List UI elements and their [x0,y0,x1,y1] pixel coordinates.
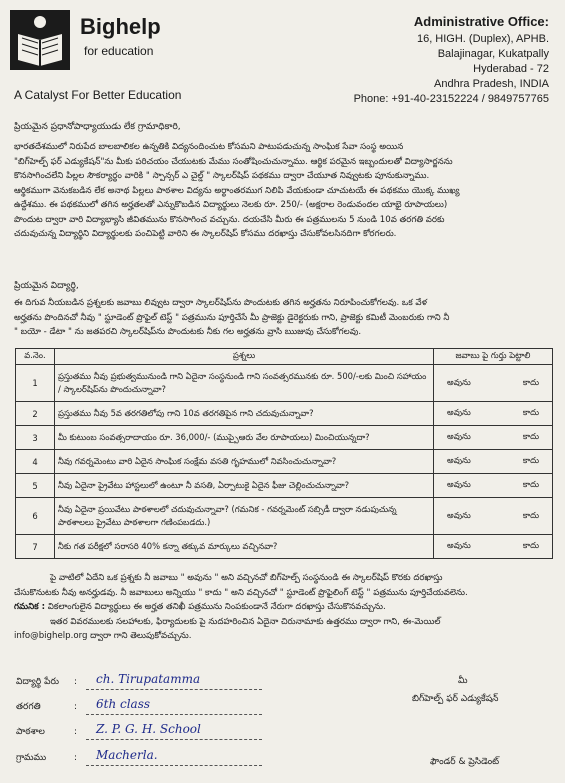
intro-paragraph [14,140,551,242]
student-paragraph [14,296,551,340]
field-colon: : [74,753,78,763]
field-underline [86,765,262,766]
instructions-paragraph [14,571,551,644]
intro-line: పొందుట ద్వారా వారి విద్యాభ్యాసి జీవితమును కొనసాగించ వచ్చును. దయచేసి మీరు ఈ పత్రములను 5 నుండి 10వ తరగతి వరకు [14,214,445,225]
field-underline [86,689,262,690]
student-line: అర్హతను పొందినచో నీవు " స్టూడెంట్ ప్రొఫైల్ టెస్ట్ " పత్రమును పూర్తిచేసే మీ ప్రాజెక్టు డైరెక్టరుకు గాని, ప్రాజెక్టు కమిటీ మెంబరుకు గాని నీ [14,312,450,323]
student-line: ఈ దిగువ నీయబడిన ప్రశ్నలకు జవాబు లివ్వుట ద్వారా స్కాలర్‌షిప్‌ను పొందుటకు తగిన అర్హతను నిరూపించుకోగలవు. ఒక వేళ [14,298,428,308]
no-option[interactable]: కాదు [522,540,539,550]
yes-option[interactable]: అవును [447,376,471,387]
yes-option[interactable]: అవును [447,540,471,550]
answer-cell [434,365,553,402]
table-row [16,535,553,559]
office-title: Administrative Office: [413,14,549,29]
contact-line: ఇతర వివరములకు సలహాలకు, ఫిర్యాదులకు పై నుదహరించిన ఏదైనా చిరునామాకు ఉత్తరము ద్వారా గాని, ఈ-మెయిల్ [50,616,441,627]
intro-line: చదువుచున్న విద్యార్థిని విద్యార్థులకు పంచిపెట్టి వారిని ఈ స్కాలర్‌షిప్ కోసము దరఖాస్తు చేసుకోవలసినదిగా కోరగలరు. [14,229,397,239]
office-address [354,14,549,107]
table-row [16,450,553,474]
field-value: ch. Tirupatamma [96,672,201,686]
row-question: నీవు గవర్నమెంటు వారి ఏదైన సాంఘిక సంక్షేమ వసతి గృహములో నివసించుచున్నావా? [55,450,434,474]
instruction-line: పై వాటిలో ఏదేని ఒక ప్రశ్నకు నీ జవాబు " అవును " అని వచ్చినచో బిగ్‌హెల్ప్ సంస్థనుండి ఈ స్కాలర్‌షిప్ కొరకు దరఖాస్తు [50,573,443,583]
answer-cell [434,402,553,426]
field-label: పాఠశాల [16,727,45,737]
brand-name: Bighelp [80,14,161,39]
note-line [14,600,551,615]
field-colon: : [74,727,78,737]
eligibility-table [15,348,553,559]
table-row [16,498,553,535]
intro-line: ఉద్దేశము. ఈ పథకములో తగిన అర్హతలతో ఎన్నుకొబడిన విద్యార్థులు నెలకు రూ. 250/- (అక్షరాల రెండువందల యాభై రూపాయలు) [14,200,448,210]
intro-line: భారతదేశములో నిరుపేద బాలబాలికల ఉన్నతికి విద్యనందించుట కోసమని పాటుపడుచున్న సాంఘిక సేవా సంస్థ అయిన [14,142,404,152]
office-line: Andhra Pradesh, INDIA [434,78,549,90]
header-questions: ప్రశ్నలు [55,349,434,365]
header-answer: జవాబు పై గుర్తు పెట్టాలి [434,349,553,365]
answer-cell [434,426,553,450]
field-underline [86,714,262,715]
field-label: గ్రామము [16,753,47,763]
student-salutation: ప్రియమైన విద్యార్థి, [14,281,79,291]
yes-option[interactable]: అవును [447,407,471,417]
student-name-field[interactable] [16,674,316,692]
row-number: 5 [16,474,55,498]
class-field[interactable] [16,699,316,717]
office-line: 16, HIGH. (Duplex), APHB. [416,33,549,45]
field-label: విద్యార్థి పేరు [16,677,59,687]
field-value: 6th class [96,697,151,711]
school-field[interactable] [16,724,316,742]
answer-cell [434,450,553,474]
field-label: తరగతి [16,702,41,712]
field-value: Z. P. G. H. School [96,722,201,736]
yes-option[interactable]: అవును [447,431,471,441]
row-question: ప్రస్తుతము నీవు ప్రభుత్వమునుండి గాని ఏదైనా సంస్థనుండి గాని సంవత్సరమునకు రూ. 500/-లకు మించి సహాయం / స్కాలర్‌షిప్‌ను పొందుచున్నావా? [55,365,434,402]
no-option[interactable]: కాదు [522,431,539,441]
row-question: మీ కుటుంబ సంవత్సరాదాయం రూ. 36,000/- (ముప్పైఆరు వేల రూపాయలు) మించియున్నదా? [55,426,434,450]
row-question: నీవు ఏదైనా ప్రైవేటు హాస్టలులో ఉంటూ నీ వసతి, ఏర్పాటుకై ఏదైన ఫీజు చెల్లించుచున్నావా? [55,474,434,498]
answer-cell [434,498,553,535]
intro-line: ఆర్థికముగా వెనుకబడిన లేక అనాథ పిల్లలు పాఠశాల విద్యను అర్థాంతరముగ నిలిపి వేయకుండా చూచుటయే ఈ పథకము యొక్క ముఖ్య [14,185,460,196]
village-field[interactable] [16,750,316,768]
answer-cell [434,535,553,559]
row-number: 2 [16,402,55,426]
no-option[interactable]: కాదు [522,376,539,387]
table-row [16,365,553,402]
row-question: నీకు గత పరీక్షలో సరాసరి 40% కన్నా తక్కువ మార్కులు వచ్చినవా? [55,535,434,559]
contact-line: info@bighelp.org ద్వారా గాని తెలుపుకోవచ్చును. [14,631,192,641]
yes-option[interactable]: అవును [447,455,471,465]
row-number: 3 [16,426,55,450]
intro-line: "బిగ్‌హెల్ప్ ఫర్ ఎడ్యుకేషన్"ను మీకు పరిచయం చేయుటకు మేము సంతోషించుచున్నాము. ఆర్థిక పరమైన ఇబ్బందులతో విద్యాసార్జనను [14,156,453,167]
sign-designation: ఫౌండర్ & ప్రెసిడెంట్ [430,757,500,767]
row-number: 6 [16,498,55,535]
table-header-row [16,349,553,365]
header-serial: వ.నెం. [16,349,55,365]
field-colon: : [74,677,78,687]
bighelp-logo-icon [10,10,70,70]
headmaster-salutation: ప్రియమైన ప్రధానోపాధ్యాయుడు లేక గ్రామాధికారి, [14,122,181,132]
row-number: 4 [16,450,55,474]
field-colon: : [74,702,78,712]
note-label: గమనిక : [14,602,46,612]
brand-subtitle: for education [84,44,154,58]
row-question: నీవు ఏదైనా ప్రయివేటు పాఠశాలలో చదువుచున్నావా? (గమనిక - గవర్నమెంట్ సబ్సిడీ ద్వారా నడుపుచున్న పాఠశాలలు ప్రైవేటు పాఠశాలగా గణింపబడదు.) [55,498,434,535]
no-option[interactable]: కాదు [522,509,539,520]
student-line: " బయో - డేటా " ను జతపరచి స్కాలర్‌షిప్‌ను పొందుటకు నీకు గల అర్హతను వ్రాసి ఋజువు చేసుకోగలవు. [14,327,362,337]
table-row [16,426,553,450]
intro-line: కొనసాగించలేని పిల్లల సౌకర్యార్థం వారికి " స్పాన్సర్ ఎ చైల్డ్ " స్కాలర్‌షిప్ పథకము ద్వారా చేయూత నివ్వుటకు పూనుకున్నాము. [14,171,430,181]
answer-cell [434,474,553,498]
office-line: Hyderabad - 72 [473,63,549,75]
no-option[interactable]: కాదు [522,479,539,489]
office-line: Balajinagar, Kukatpally [437,48,549,60]
tagline: A Catalyst For Better Education [14,88,182,102]
instruction-line: చేసుకొనుటకు నీవు అనర్హుడవు. నీ జవాబులు అన్నియు " కాదు " అని వచ్చినచో " స్టూడెంట్ ప్రొఫైలింగ్ టెస్ట్ " పత్రమును పూర్తిచేయవలెను. [14,587,468,598]
field-underline [86,739,262,740]
office-phone: Phone: +91-40-23152224 / 9849757765 [353,93,549,105]
field-value: Macherla. [96,748,158,762]
table-row [16,402,553,426]
sign-greeting: మీ [458,676,468,686]
row-number: 1 [16,365,55,402]
note-text: వికలాంగులైన విద్యార్థులు ఈ అర్హత తనిఖీ పత్రమును నింపకుండానే నేరుగా దరఖాస్తు చేసుకొనవచ్చును. [47,602,386,612]
no-option[interactable]: కాదు [522,407,539,417]
sign-organization: బిగ్‌హెల్ప్ ఫర్ ఎడ్యుకేషన్ [412,694,499,704]
yes-option[interactable]: అవును [447,509,471,520]
yes-option[interactable]: అవును [447,479,471,489]
no-option[interactable]: కాదు [522,455,539,465]
table-row [16,474,553,498]
row-question: ప్రస్తుతము నీవు 5వ తరగతిలోపు గాని 10వ తరగతిపైన గాని చదువుచున్నావా? [55,402,434,426]
row-number: 7 [16,535,55,559]
